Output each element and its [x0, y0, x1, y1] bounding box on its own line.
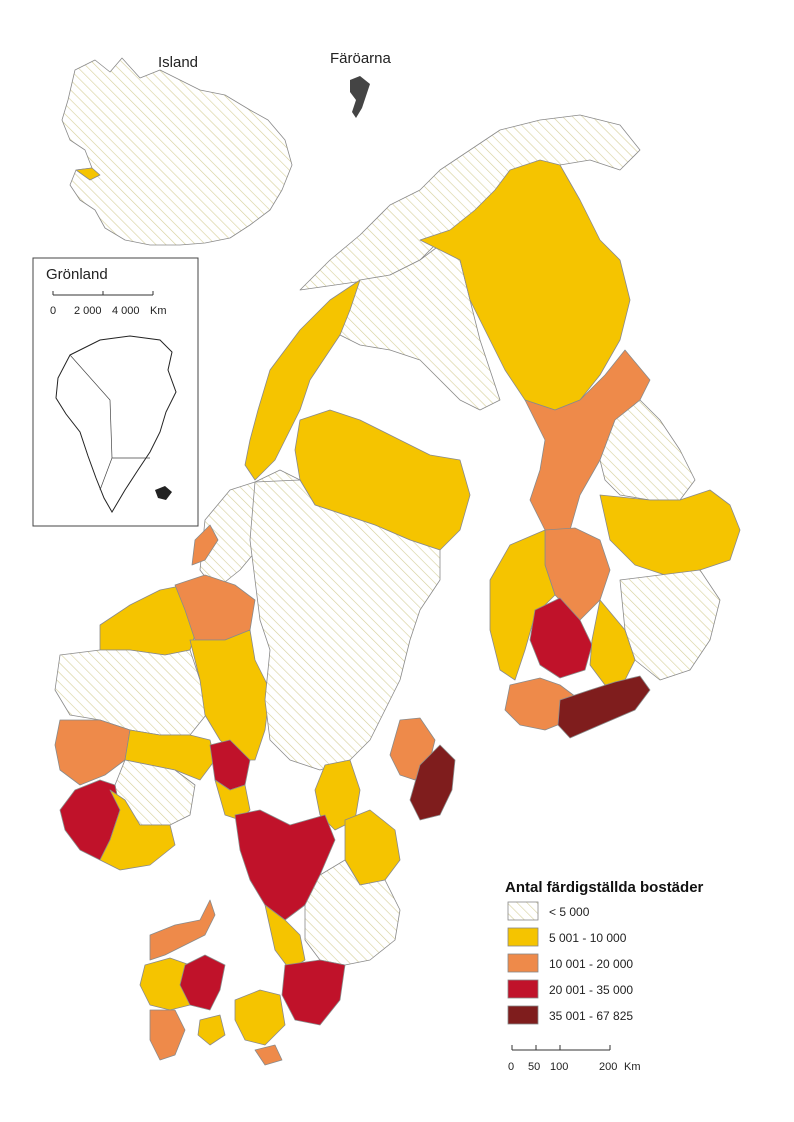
iceland-label: Island: [158, 54, 199, 71]
sweden: [235, 245, 500, 1025]
scale-0: 0: [508, 1061, 515, 1073]
iceland: [62, 58, 292, 245]
legend: [505, 879, 704, 1024]
finland: [420, 160, 740, 738]
scale-200: 200: [599, 1061, 618, 1073]
legend-swatch-2: [508, 928, 538, 946]
scale-bar: [508, 1045, 641, 1073]
greenland-scale-1: 2 000: [74, 305, 102, 317]
legend-label-4: 20 001 - 35 000: [549, 983, 634, 997]
faroe-label: Färöarna: [330, 50, 391, 67]
scale-50: 50: [528, 1061, 541, 1073]
legend-swatch-1: [508, 902, 538, 920]
legend-label-1: < 5 000: [549, 905, 590, 919]
denmark: [140, 900, 285, 1065]
greenland-scale-0: 0: [50, 305, 57, 317]
legend-label-5: 35 001 - 67 825: [549, 1009, 634, 1023]
legend-swatch-5: [508, 1006, 538, 1024]
scale-100: 100: [550, 1061, 569, 1073]
legend-label-2: 5 001 - 10 000: [549, 931, 627, 945]
faroe-islands: [350, 76, 370, 118]
legend-label-3: 10 001 - 20 000: [549, 957, 634, 971]
legend-swatch-4: [508, 980, 538, 998]
greenland-scale-2: 4 000: [112, 305, 140, 317]
scale-unit: Km: [624, 1061, 641, 1073]
greenland-label: Grönland: [46, 266, 108, 283]
greenland-scale-unit: Km: [150, 305, 167, 317]
greenland-inset: [33, 258, 198, 526]
legend-swatch-3: [508, 954, 538, 972]
legend-title: Antal färdigställda bostäder: [505, 879, 704, 896]
